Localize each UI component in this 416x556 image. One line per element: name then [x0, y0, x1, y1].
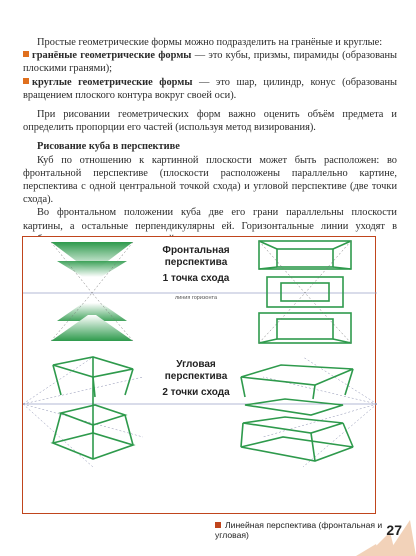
section-heading: Рисование куба в перспективе [37, 141, 180, 153]
angular-subtitle: 2 точки схода [162, 387, 230, 398]
caption-text: Линейная перспектива (фронтальная и угловая) [215, 520, 383, 540]
angular-title-line-2: перспектива [164, 371, 228, 382]
angular-title [141, 359, 251, 383]
frontal-title-line-1: Фронтальная [162, 245, 230, 256]
intro-block [23, 36, 397, 246]
term-faceted: гранёные геометрические формы [32, 50, 192, 62]
definition-round: — это шар, цилиндр, конус (образованы вращением плоского контура вокруг своей оси). [23, 76, 397, 101]
caption-marker [215, 522, 221, 528]
angular-title-line-1: Угловая [176, 359, 216, 370]
frontal-title [141, 245, 251, 269]
section-paragraph-1: Куб по отношению к картинной плоскости может быть расположен: во фронтальной перспективе (плоскости расположены параллельно картине, перспектива с одной центральной точкой схода) и угловой перспективе (две точки схода). [23, 154, 397, 206]
frontal-title-line-2: перспектива [164, 257, 228, 268]
page-number: 27 [386, 522, 402, 538]
bullet-item-round [23, 76, 397, 102]
frontal-subtitle: 1 точка схода [162, 273, 230, 284]
section-paragraph-2: Во фронтальном положении куба две его грани параллельны плоскости картины, а остальные перпендикулярны ей. Горизонтальные линии уходят в [23, 207, 397, 232]
proportion-paragraph: При рисовании геометрических форм важно оценить объём предмета и определить пропорции его частей (используя метод визирования). [23, 109, 397, 134]
definition-faceted: — это кубы, призмы, пирамиды (образованы плоскими гранями); [23, 50, 397, 75]
horizon-label: линия горизонта [174, 295, 218, 301]
perspective-figure [22, 236, 376, 514]
angular-right-cubes [241, 365, 353, 461]
bullet-item-faceted [23, 49, 397, 75]
frontal-left-cubes [51, 242, 133, 341]
term-round: круглые геометрические формы [32, 76, 193, 88]
intro-paragraph: Простые геометрические формы можно подразделить на гранёные и круглые: [37, 37, 383, 48]
bullet-marker [23, 51, 29, 57]
bullet-marker [23, 78, 29, 84]
angular-left-cubes [53, 357, 133, 459]
